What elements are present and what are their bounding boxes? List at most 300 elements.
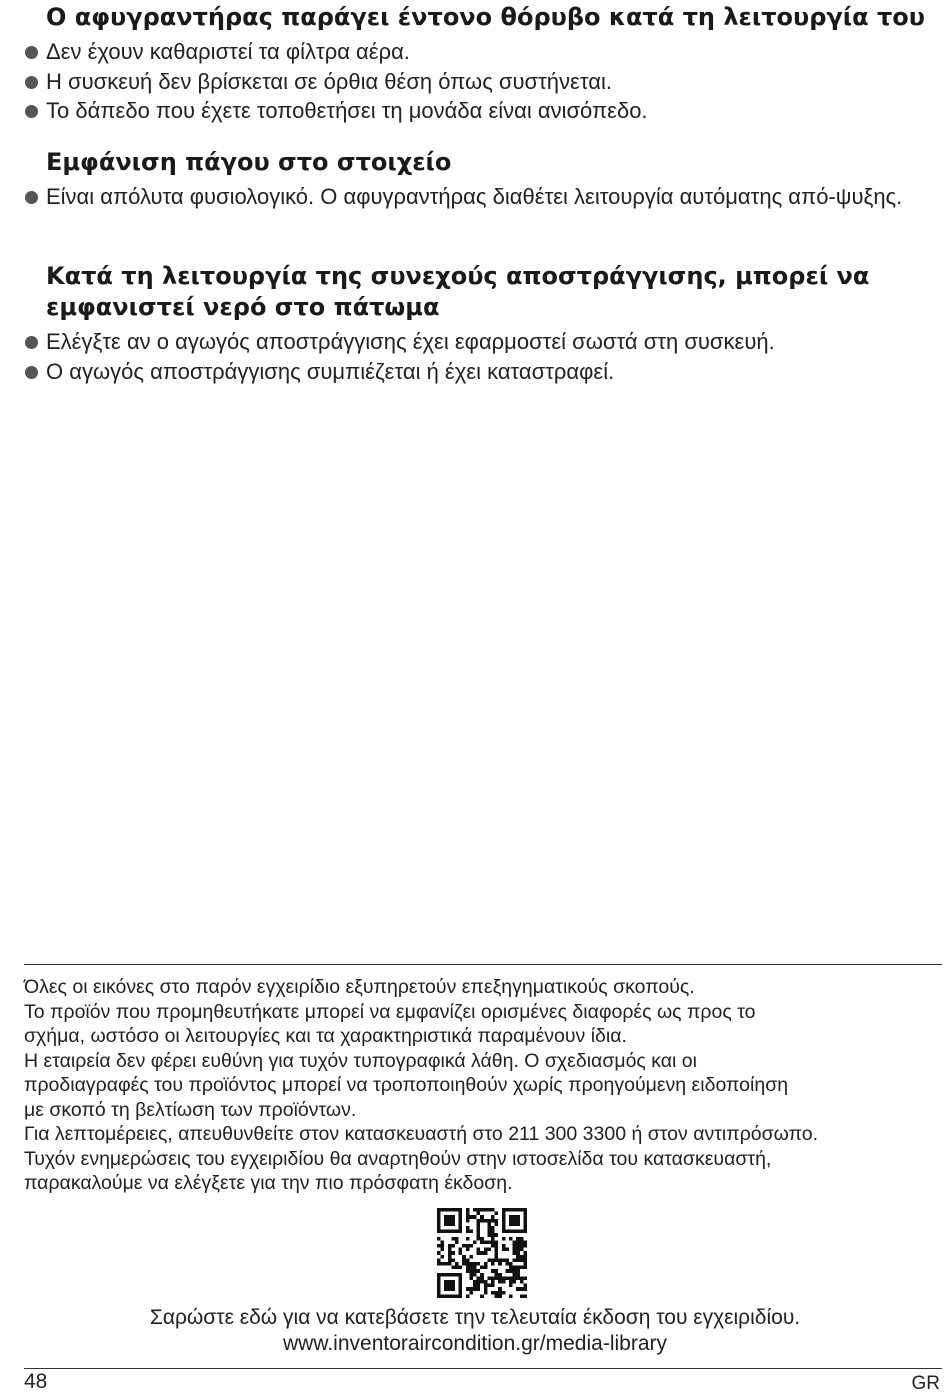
qr-module [466, 1226, 470, 1230]
qr-module [520, 1266, 524, 1270]
qr-module [509, 1237, 513, 1241]
qr-module [473, 1208, 477, 1212]
qr-module [459, 1226, 463, 1230]
qr-module [491, 1219, 495, 1223]
qr-module [502, 1276, 506, 1280]
qr-module [491, 1226, 495, 1230]
heading-line: Ο αφυγραντήρας παράγει έντονο θόρυβο κατά τη λειτουργία του [46, 3, 925, 31]
qr-module [437, 1237, 441, 1241]
qr-module [523, 1276, 527, 1280]
qr-module [513, 1219, 517, 1223]
qr-module [491, 1284, 495, 1288]
qr-module [448, 1280, 452, 1284]
qr-module [498, 1280, 502, 1284]
heading-line: Εμφάνιση πάγου στο στοιχείο [46, 148, 452, 176]
qr-module [469, 1269, 473, 1273]
qr-module [516, 1219, 520, 1223]
qr-module [520, 1208, 524, 1212]
qr-module [480, 1273, 484, 1277]
qr-module [437, 1222, 441, 1226]
qr-module [495, 1294, 499, 1298]
qr-module [487, 1284, 491, 1288]
qr-module [513, 1240, 517, 1244]
qr-module [437, 1262, 441, 1266]
qr-module [484, 1251, 488, 1255]
qr-module [448, 1248, 452, 1252]
qr-module [441, 1230, 445, 1234]
qr-module [459, 1273, 463, 1277]
qr-module [513, 1273, 517, 1277]
bullet-list [24, 37, 942, 126]
qr-module [523, 1294, 527, 1298]
qr-module [516, 1215, 520, 1219]
qr-module [448, 1208, 452, 1212]
qr-module [473, 1269, 477, 1273]
qr-module [480, 1251, 484, 1255]
qr-module [520, 1294, 524, 1298]
qr-module [509, 1266, 513, 1270]
qr-module [505, 1269, 509, 1273]
language-code: GR [911, 1373, 940, 1394]
qr-module [523, 1266, 527, 1270]
qr-module [448, 1230, 452, 1234]
qr-module [498, 1258, 502, 1262]
qr-module [459, 1215, 463, 1219]
qr-module [495, 1222, 499, 1226]
qr-module [451, 1273, 455, 1277]
qr-module [455, 1294, 459, 1298]
list-item: Ο αγωγός αποστράγγισης συμπιέζεται ή έχει καταστραφεί. [24, 357, 942, 387]
qr-module [516, 1269, 520, 1273]
qr-module [455, 1240, 459, 1244]
qr-module [513, 1248, 517, 1252]
qr-module [444, 1262, 448, 1266]
note-line: Τυχόν ενημερώσεις του εγχειριδίου θα αναρτηθούν στην ιστοσελίδα του κατασκευαστή, [24, 1147, 772, 1170]
qr-module [462, 1244, 466, 1248]
qr-module [509, 1276, 513, 1280]
qr-module [480, 1266, 484, 1270]
qr-module [509, 1262, 513, 1266]
qr-module [523, 1244, 527, 1248]
qr-module [484, 1284, 488, 1288]
qr-module [520, 1280, 524, 1284]
qr-module [469, 1287, 473, 1291]
qr-module [451, 1284, 455, 1288]
qr-module [441, 1208, 445, 1212]
section-heading [46, 2, 942, 33]
qr-module [523, 1262, 527, 1266]
qr-module [444, 1230, 448, 1234]
qr-module [437, 1212, 441, 1216]
qr-module [523, 1287, 527, 1291]
qr-module [502, 1212, 506, 1216]
qr-module [509, 1208, 513, 1212]
qr-module [448, 1222, 452, 1226]
qr-module [437, 1244, 441, 1248]
qr-module [462, 1262, 466, 1266]
qr-module [516, 1222, 520, 1226]
qr-module [495, 1258, 499, 1262]
qr-module [462, 1258, 466, 1262]
qr-module [523, 1208, 527, 1212]
qr-module [520, 1255, 524, 1259]
qr-module [437, 1251, 441, 1255]
qr-module [473, 1280, 477, 1284]
qr-module [466, 1208, 470, 1212]
qr-module [495, 1276, 499, 1280]
qr-module [466, 1266, 470, 1270]
qr-module [437, 1276, 441, 1280]
qr-module [469, 1215, 473, 1219]
qr-module [462, 1255, 466, 1259]
qr-module [516, 1266, 520, 1270]
qr-module [477, 1237, 481, 1241]
qr-module [444, 1219, 448, 1223]
qr-module [459, 1287, 463, 1291]
qr-module [495, 1291, 499, 1295]
qr-module [477, 1276, 481, 1280]
qr-module [495, 1269, 499, 1273]
list-item: Το δάπεδο που έχετε τοποθετήσει τη μονάδα είναι ανισόπεδο. [24, 96, 942, 126]
note-line: Το προϊόν που προμηθευτήκατε μπορεί να εμφανίζει ορισμένες διαφορές ως προς το [24, 1000, 756, 1023]
qr-module [491, 1237, 495, 1241]
qr-module [498, 1294, 502, 1298]
section-ice [24, 147, 942, 212]
qr-module [513, 1222, 517, 1226]
qr-module [502, 1291, 506, 1295]
qr-module [480, 1215, 484, 1219]
qr-module [473, 1284, 477, 1288]
qr-module [459, 1222, 463, 1226]
qr-module [523, 1230, 527, 1234]
qr-module [513, 1251, 517, 1255]
qr-module [502, 1237, 506, 1241]
qr-module [495, 1255, 499, 1259]
qr-module [495, 1244, 499, 1248]
qr-module [520, 1244, 524, 1248]
qr-module [491, 1291, 495, 1295]
qr-module [513, 1208, 517, 1212]
qr-module [513, 1244, 517, 1248]
qr-module [491, 1258, 495, 1262]
qr-module [516, 1287, 520, 1291]
qr-module [502, 1244, 506, 1248]
qr-module [437, 1291, 441, 1295]
qr-module [466, 1269, 470, 1273]
qr-module [459, 1230, 463, 1234]
qr-module [451, 1244, 455, 1248]
list-item: Δεν έχουν καθαριστεί τα φίλτρα αέρα. [24, 37, 942, 67]
qr-module [477, 1284, 481, 1288]
qr-module [491, 1262, 495, 1266]
qr-module [459, 1284, 463, 1288]
qr-module [516, 1273, 520, 1277]
qr-module [495, 1219, 499, 1223]
qr-module [520, 1248, 524, 1252]
qr-module [437, 1294, 441, 1298]
qr-module [516, 1258, 520, 1262]
note-line: σχήμα, ωστόσο οι λειτουργίες και τα χαρακτηριστικά παραμένουν ίδια. [24, 1025, 627, 1047]
qr-module [480, 1240, 484, 1244]
qr-module [451, 1251, 455, 1255]
qr-module [477, 1219, 481, 1223]
qr-module [441, 1273, 445, 1277]
qr-module [487, 1248, 491, 1252]
qr-module [484, 1248, 488, 1252]
qr-module [466, 1258, 470, 1262]
qr-module [491, 1244, 495, 1248]
qr-module [437, 1273, 441, 1277]
qr-module [480, 1280, 484, 1284]
qr-module [441, 1248, 445, 1252]
qr-module [502, 1280, 506, 1284]
qr-module [487, 1258, 491, 1262]
qr-module [469, 1266, 473, 1270]
qr-module [487, 1208, 491, 1212]
qr-module [495, 1248, 499, 1252]
qr-module [520, 1237, 524, 1241]
qr-module [516, 1240, 520, 1244]
qr-module [437, 1226, 441, 1230]
qr-module [520, 1230, 524, 1234]
note-line: παρακαλούμε να ελέγξετε για την πιο πρόσφατη έκδοση. [24, 1172, 513, 1194]
qr-module [498, 1273, 502, 1277]
qr-module [484, 1219, 488, 1223]
qr-module [444, 1280, 448, 1284]
qr-module [491, 1269, 495, 1273]
qr-module [523, 1215, 527, 1219]
section-heading [46, 261, 942, 323]
qr-module [491, 1240, 495, 1244]
qr-module [466, 1248, 470, 1252]
qr-module [477, 1251, 481, 1255]
qr-module [520, 1258, 524, 1262]
qr-module [509, 1230, 513, 1234]
qr-module [520, 1276, 524, 1280]
qr-module [466, 1215, 470, 1219]
qr-module [487, 1226, 491, 1230]
qr-module [477, 1226, 481, 1230]
qr-module [505, 1230, 509, 1234]
qr-module [451, 1287, 455, 1291]
qr-module [495, 1251, 499, 1255]
qr-module [523, 1240, 527, 1244]
qr-module [455, 1262, 459, 1266]
qr-module [487, 1230, 491, 1234]
qr-module [459, 1266, 463, 1270]
qr-module [523, 1212, 527, 1216]
qr-module [451, 1280, 455, 1284]
qr-module [513, 1276, 517, 1280]
qr-module [469, 1262, 473, 1266]
note-line: Όλες οι εικόνες στο παρόν εγχειρίδιο εξυπηρετούν επεξηγηματικούς σκοπούς. [24, 976, 695, 998]
qr-module [480, 1208, 484, 1212]
qr-module [448, 1215, 452, 1219]
qr-module [509, 1294, 513, 1298]
qr-module [437, 1258, 441, 1262]
qr-module [480, 1237, 484, 1241]
qr-module [437, 1284, 441, 1288]
qr-module [480, 1219, 484, 1223]
qr-module [516, 1255, 520, 1259]
qr-module [487, 1233, 491, 1237]
qr-module [448, 1284, 452, 1288]
qr-module [469, 1291, 473, 1295]
qr-module [495, 1240, 499, 1244]
qr-module [477, 1222, 481, 1226]
qr-module [477, 1208, 481, 1212]
qr-module [484, 1287, 488, 1291]
qr-module [441, 1240, 445, 1244]
qr-module [523, 1226, 527, 1230]
qr-module [459, 1276, 463, 1280]
bullet-list [24, 182, 942, 212]
qr-module [505, 1262, 509, 1266]
qr-module [495, 1233, 499, 1237]
qr-module [451, 1215, 455, 1219]
qr-module [448, 1244, 452, 1248]
qr-module [523, 1255, 527, 1259]
section-drainage [24, 261, 942, 386]
qr-module [509, 1280, 513, 1284]
qr-module [505, 1208, 509, 1212]
qr-module [448, 1251, 452, 1255]
list-item: Η συσκευή δεν βρίσκεται σε όρθια θέση όπως συστήνεται. [24, 67, 942, 97]
qr-module [455, 1237, 459, 1241]
qr-module [484, 1266, 488, 1270]
qr-module [466, 1287, 470, 1291]
qr-module [469, 1276, 473, 1280]
qr-module [459, 1251, 463, 1255]
list-item: Είναι απόλυτα φυσιολογικό. Ο αφυγραντήρας διαθέτει λειτουργία αυτόματης από-ψυξης. [24, 182, 942, 212]
qr-module [444, 1287, 448, 1291]
qr-module [513, 1215, 517, 1219]
qr-module [448, 1219, 452, 1223]
qr-module [441, 1294, 445, 1298]
qr-module [513, 1258, 517, 1262]
qr-module [491, 1208, 495, 1212]
note-line: με σκοπό τη βελτίωση των προϊόντων. [24, 1098, 357, 1121]
qr-module [459, 1219, 463, 1223]
qr-module [473, 1215, 477, 1219]
qr-module [516, 1208, 520, 1212]
qr-module [505, 1248, 509, 1252]
qr-module [437, 1230, 441, 1234]
qr-module [491, 1280, 495, 1284]
qr-module [448, 1258, 452, 1262]
qr-module [466, 1237, 470, 1241]
qr-module [502, 1222, 506, 1226]
qr-module [491, 1276, 495, 1280]
qr-module [451, 1230, 455, 1234]
qr-module [509, 1222, 513, 1226]
qr-module [495, 1212, 499, 1216]
qr-module [484, 1280, 488, 1284]
qr-module [451, 1258, 455, 1262]
qr-module [495, 1273, 499, 1277]
qr-module [505, 1258, 509, 1262]
qr-module [502, 1219, 506, 1223]
note-line: Η εταιρεία δεν φέρει ευθύνη για τυχόν τυπογραφικά λάθη. Ο σχεδιασμός και οι [24, 1049, 697, 1072]
qr-module [448, 1287, 452, 1291]
qr-module [477, 1269, 481, 1273]
qr-module [473, 1262, 477, 1266]
qr-module [523, 1284, 527, 1288]
qr-module [448, 1262, 452, 1266]
qr-module [484, 1291, 488, 1295]
qr-module [516, 1237, 520, 1241]
qr-module [484, 1262, 488, 1266]
qr-module [477, 1212, 481, 1216]
qr-module [487, 1276, 491, 1280]
qr-module [480, 1276, 484, 1280]
qr-module [444, 1294, 448, 1298]
qr-module [520, 1287, 524, 1291]
qr-module [459, 1208, 463, 1212]
qr-module [469, 1273, 473, 1277]
qr-module [505, 1276, 509, 1280]
qr-module [516, 1244, 520, 1248]
qr-module [469, 1244, 473, 1248]
qr-module [516, 1251, 520, 1255]
qr-module [455, 1266, 459, 1270]
qr-module [448, 1255, 452, 1259]
qr-module [444, 1222, 448, 1226]
section-noise [24, 2, 942, 126]
footer-notes [24, 975, 942, 1196]
qr-module [466, 1244, 470, 1248]
qr-module [466, 1212, 470, 1216]
qr-module [469, 1255, 473, 1259]
scan-caption [0, 1305, 950, 1357]
qr-module [502, 1258, 506, 1262]
bottom-divider [24, 1368, 942, 1369]
qr-module [498, 1276, 502, 1280]
qr-module [477, 1287, 481, 1291]
qr-module [484, 1208, 488, 1212]
qr-module [455, 1208, 459, 1212]
qr-module [441, 1262, 445, 1266]
qr-module [451, 1219, 455, 1223]
qr-module [448, 1294, 452, 1298]
qr-module [484, 1240, 488, 1244]
qr-code-icon[interactable] [437, 1208, 527, 1298]
qr-module [523, 1222, 527, 1226]
qr-module [491, 1233, 495, 1237]
qr-module [523, 1251, 527, 1255]
qr-module [502, 1215, 506, 1219]
qr-module [469, 1230, 473, 1234]
qr-module [451, 1208, 455, 1212]
qr-module [502, 1248, 506, 1252]
qr-module [437, 1219, 441, 1223]
qr-module [441, 1255, 445, 1259]
qr-module [459, 1280, 463, 1284]
qr-module [444, 1215, 448, 1219]
qr-module [451, 1294, 455, 1298]
qr-module [516, 1276, 520, 1280]
section-heading [46, 147, 942, 178]
qr-module [509, 1215, 513, 1219]
qr-module [498, 1287, 502, 1291]
media-library-link[interactable]: www.inventoraircondition.gr/media-library [283, 1332, 667, 1355]
qr-module [509, 1284, 513, 1288]
qr-module [502, 1226, 506, 1230]
qr-module [444, 1208, 448, 1212]
qr-module [459, 1248, 463, 1252]
qr-module [513, 1266, 517, 1270]
page-number: 48 [24, 1370, 48, 1393]
